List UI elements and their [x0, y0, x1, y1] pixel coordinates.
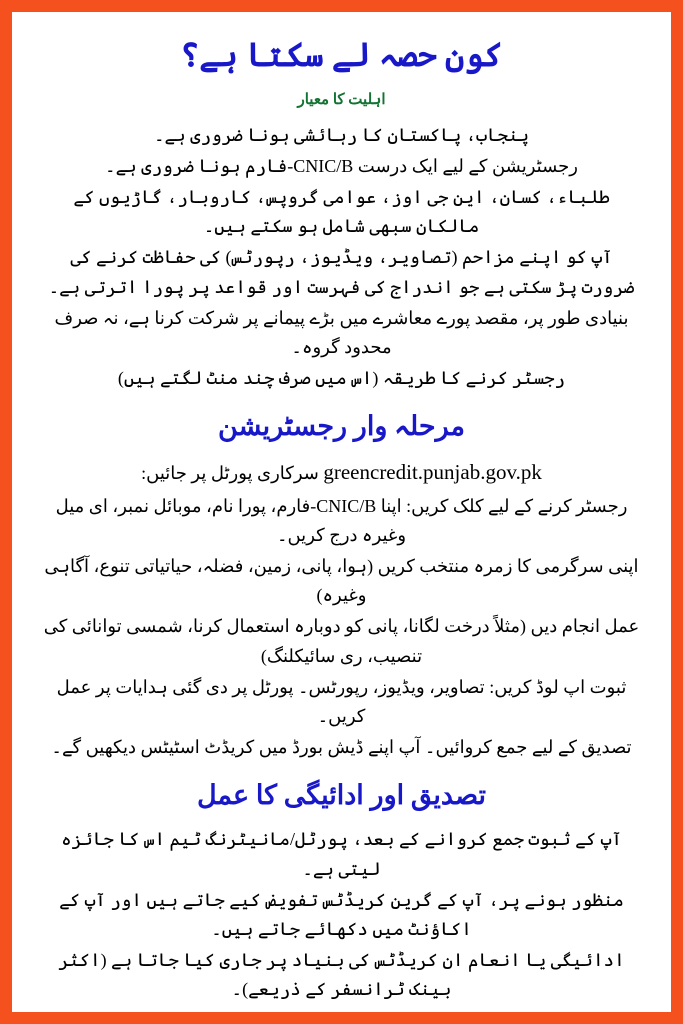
- page-title: کون حصہ لے سکتا ہے؟: [179, 38, 504, 74]
- verification-point: منظور ہونے پر، آپ کے گرین کریڈٹس تفویض کیے جاتے ہیں اور آپ کے اکاؤنٹ میں دکھائے جاتے ہیں۔: [59, 889, 624, 939]
- eligibility-heading: اہلیت کا معیار: [297, 92, 386, 109]
- portal-url[interactable]: greencredit.punjab.gov.pk: [323, 460, 542, 485]
- registration-note: رجسٹر کرنے کا طریقہ (اس میں صرف چند منٹ لگتے ہیں): [117, 368, 566, 388]
- registration-step: اپنی سرگرمی کا زمرہ منتخب کریں (ہوا، پانی، زمین، فضلہ، حیاتیاتی تنوع، آگاہی وغیرہ): [44, 556, 639, 606]
- registration-step: عمل انجام دیں (مثلاً درخت لگانا، پانی کو دوبارہ استعمال کرنا، شمسی توانائی کی تنصیب، ری سائیکلنگ): [43, 616, 640, 666]
- registration-step: تصدیق کے لیے جمع کروائیں۔ آپ اپنے ڈیش بورڈ میں کریڈٹ اسٹیٹس دیکھیں گے۔: [51, 737, 632, 758]
- eligibility-list: [42, 121, 641, 393]
- verification-point: ادائیگی یا انعام ان کریڈٹس کی بنیاد پر جاری کیا جاتا ہے (اکثر بینک ٹرانسفر کے ذریعے)۔: [58, 949, 625, 1000]
- eligibility-point: پنجاب، پاکستان کا رہائشی ہونا ضروری ہے۔: [153, 124, 530, 145]
- poster-sheet: [12, 12, 671, 1012]
- eligibility-point: طلباء، کسان، این جی اوز، عوامی گروپس، کاروبار، گاڑیوں کے مالکان سبھی شامل ہو سکتے ہیں۔: [73, 187, 610, 237]
- registration-heading: مرحلہ وار رجسٹریشن: [218, 411, 465, 442]
- eligibility-point: آپ کو اپنے مزاحم (تصاویر، ویڈیوز، رپورٹس) کی حفاظت کرنے کی ضرورت پڑ سکتی ہے جو اندراج کی فہرست اور قواعد پر پورا اترتی ہے۔: [48, 247, 635, 297]
- eligibility-point: رجسٹریشن کے لیے ایک درست CNIC/B-فارم ہونا ضروری ہے۔: [105, 155, 578, 176]
- registration-step-prefix: سرکاری پورٹل پر جائیں:: [141, 463, 319, 484]
- registration-step: ثبوت اپ لوڈ کریں: تصاویر، ویڈیوز، رپورٹس۔ پورٹل پر دی گئی ہدایات پر عمل کریں۔: [56, 676, 627, 726]
- verification-heading: تصدیق اور ادائیگی کا عمل: [196, 780, 487, 811]
- eligibility-point: بنیادی طور پر، مقصد پورے معاشرے میں بڑے پیمانے پر شرکت کرنا ہے، نہ صرف محدود گروہ۔: [54, 307, 629, 357]
- verification-point: آپ کے ثبوت جمع کروانے کے بعد، پورٹل/مانیٹرنگ ٹیم اس کا جائزہ لیتی ہے۔: [61, 829, 622, 879]
- registration-step-portal: [42, 456, 641, 490]
- registration-step: رجسٹر کرنے کے لیے کلک کریں: اپنا CNIC/B-فارم، پورا نام، موبائل نمبر، ای میل وغیرہ درج کریں۔: [55, 495, 628, 545]
- verification-list: [42, 825, 641, 1004]
- registration-steps: [42, 456, 641, 762]
